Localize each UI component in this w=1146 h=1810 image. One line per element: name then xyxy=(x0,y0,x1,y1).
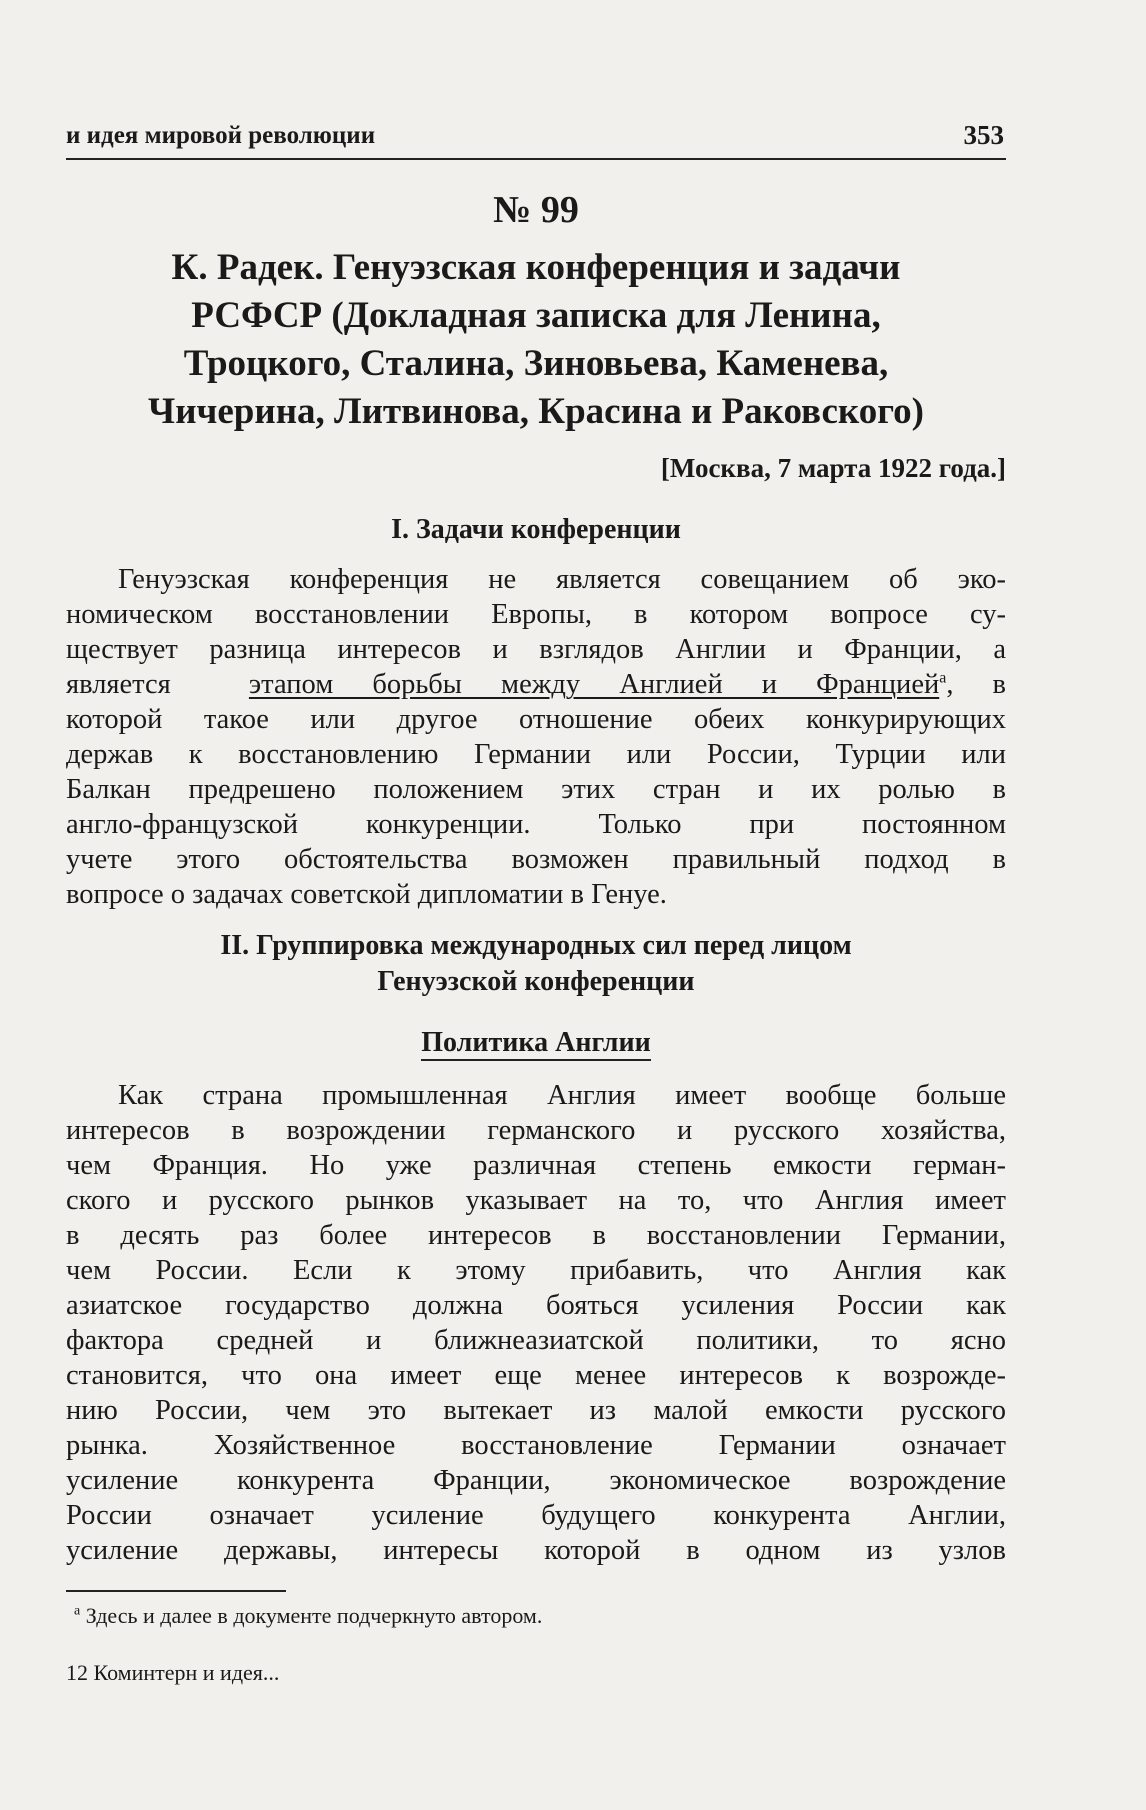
footnote-marker: а xyxy=(74,1603,81,1619)
subsection-heading xyxy=(66,1025,1006,1061)
running-head-title: и идея мировой революции xyxy=(66,122,376,149)
subsection-heading-text: Политика Англии xyxy=(421,1027,650,1061)
footnote-divider xyxy=(66,1590,286,1592)
text-line: азиатское государство должна бояться усиления России как xyxy=(66,1290,1006,1321)
running-head xyxy=(66,118,1006,160)
text-line: чем Франция. Но уже различная степень емкости герман- xyxy=(66,1150,1006,1181)
text-line: учете этого обстоятельства возможен правильный подход в xyxy=(66,844,1006,875)
text-line: Генуэзская конференция не является совещанием об эко- xyxy=(118,564,1006,595)
text-line: Как страна промышленная Англия имеет вообще больше xyxy=(118,1080,1006,1111)
text-line: интересов в возрождении германского и русского хозяйства, xyxy=(66,1115,1006,1146)
section-heading-1: I. Задачи конференции xyxy=(391,514,681,545)
text-line: фактора средней и ближнеазиатской политики, то ясно xyxy=(66,1325,1006,1356)
document-title xyxy=(66,244,1006,436)
text-line: ществует разница интересов и взглядов Англии и Франции, а xyxy=(66,634,1006,665)
document-title-line: РСФСР (Докладная записка для Ленина, xyxy=(191,295,881,336)
text-line: держав к восстановлению Германии или России, Турции или xyxy=(66,739,1006,770)
paragraph-2 xyxy=(66,1078,1006,1568)
text-fragment: является xyxy=(66,669,171,700)
text-line: нию России, чем это вытекает из малой емкости русского xyxy=(66,1395,1006,1426)
text-line: усиление конкурента Франции, экономическое возрождение xyxy=(66,1465,1006,1496)
document-number: № 99 xyxy=(493,189,579,231)
text-line: ского и русского рынков указывает на то, что Англия имеет xyxy=(66,1185,1006,1216)
text-line: рынка. Хозяйственное восстановление Германии означает xyxy=(66,1430,1006,1461)
text-line: России означает усиление будущего конкурента Англии, xyxy=(66,1500,1006,1531)
document-date: [Москва, 7 марта 1922 года.] xyxy=(660,453,1006,483)
text-line: вопросе о задачах советской дипломатии в Генуе. xyxy=(66,879,667,910)
text-line: англо-французской конкуренции. Только при постоянном xyxy=(66,809,1006,840)
page-number: 353 xyxy=(963,120,1004,150)
document-title-line: Троцкого, Сталина, Зиновьева, Каменева, xyxy=(183,343,889,384)
text-fragment: , в xyxy=(946,669,1006,700)
document-title-line: Чичерина, Литвинова, Красина и Раковского) xyxy=(148,391,924,432)
footnote xyxy=(74,1603,542,1629)
text-line: чем России. Если к этому прибавить, что Англия как xyxy=(66,1255,1006,1286)
footnote-text: Здесь и далее в документе подчеркнуто автором. xyxy=(85,1603,543,1628)
book-page xyxy=(66,0,1006,1810)
underlined-phrase: этапом борьбы между Англией и Францией xyxy=(248,669,940,700)
paragraph-1 xyxy=(66,562,1006,912)
document-title-line: К. Радек. Генуэзская конференция и задачи xyxy=(171,247,901,288)
section-heading-line: II. Группировка международных сил перед лицом xyxy=(220,930,852,961)
text-line: усиление державы, интересы которой в одном из узлов xyxy=(66,1535,1006,1566)
footnote-marker: а xyxy=(939,669,947,687)
text-line: которой такое или другое отношение обеих конкурирующих xyxy=(66,704,1006,735)
text-line: становится, что она имеет еще менее интересов к возрожде- xyxy=(66,1360,1006,1391)
printer-signature: 12 Коминтерн и идея... xyxy=(66,1660,280,1685)
text-line-with-underline xyxy=(66,667,1006,702)
section-heading-2 xyxy=(66,928,1006,1000)
section-heading-line: Генуэзской конференции xyxy=(377,966,695,997)
text-line: Балкан предрешено положением этих стран и их ролью в xyxy=(66,774,1006,805)
text-line: в десять раз более интересов в восстановлении Германии, xyxy=(66,1220,1006,1251)
text-line: номическом восстановлении Европы, в котором вопросе су- xyxy=(66,599,1006,630)
